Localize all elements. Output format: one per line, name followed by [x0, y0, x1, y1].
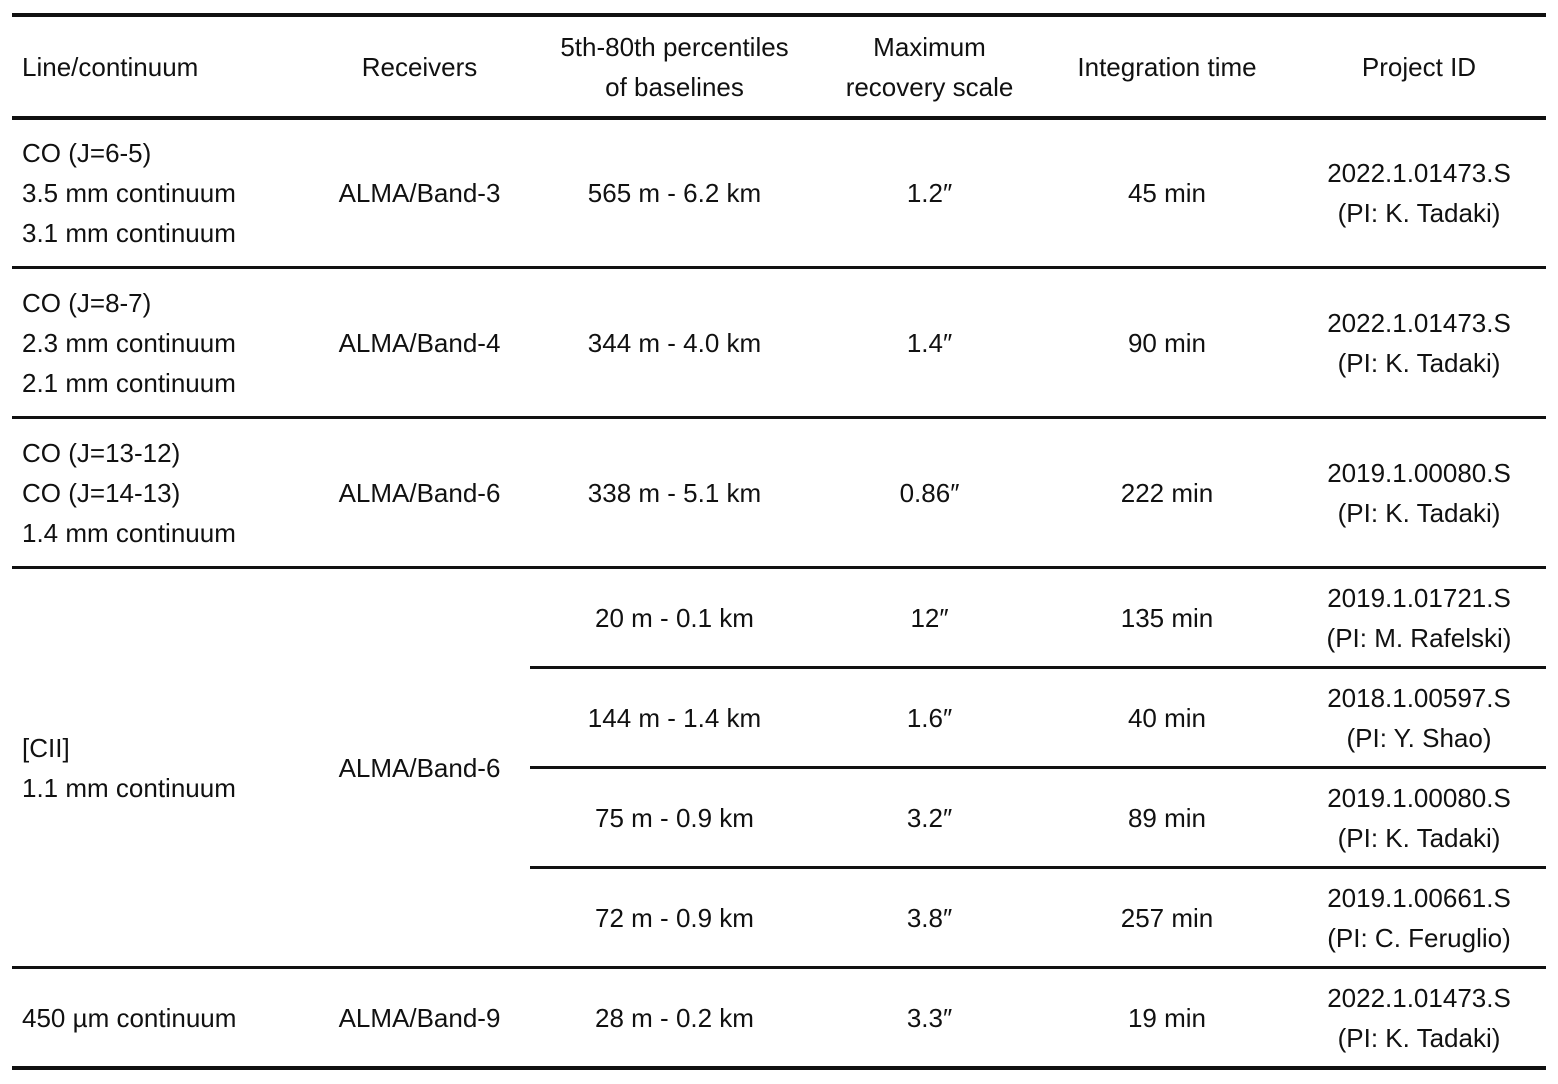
project-cell [1292, 569, 1546, 666]
time-value: 45 min [1127, 178, 1207, 208]
time-value: 257 min [1120, 902, 1214, 933]
baselines-value: 75 m - 0.9 km [595, 802, 754, 833]
project-id: 2019.1.00661.S [1327, 882, 1511, 913]
header-integration-time [1047, 17, 1287, 116]
baselines-cell [532, 869, 817, 966]
line-label: CO (J=8-7) [22, 287, 152, 318]
project-id: 2019.1.01721.S [1327, 582, 1511, 613]
receiver-cell [312, 120, 527, 266]
mrs-value: 3.8″ [906, 902, 953, 933]
baselines-value: 144 m - 1.4 km [587, 702, 762, 733]
project-cell [1292, 769, 1546, 866]
baselines-value: 338 m - 5.1 km [587, 477, 762, 508]
time-cell [1047, 569, 1287, 666]
project-id: 2019.1.00080.S [1327, 457, 1511, 488]
project-pi: (PI: K. Tadaki) [1337, 198, 1501, 228]
project-pi: (PI: C. Feruglio) [1327, 922, 1511, 953]
header-text: Project ID [1361, 51, 1477, 82]
project-id: 2022.1.01473.S [1327, 158, 1511, 188]
time-cell [1047, 669, 1287, 766]
receiver-cell [312, 419, 527, 566]
project-id: 2018.1.00597.S [1327, 682, 1511, 713]
project-id: 2022.1.01473.S [1327, 982, 1511, 1013]
line-label: 2.3 mm continuum [22, 327, 236, 358]
baselines-cell [532, 969, 817, 1066]
project-pi: (PI: K. Tadaki) [1337, 822, 1501, 853]
receiver-cell [312, 569, 527, 966]
line-label: 2.1 mm continuum [22, 367, 236, 398]
line-label: 1.1 mm continuum [22, 772, 236, 803]
receiver-label: ALMA/Band-3 [338, 178, 501, 208]
project-cell [1292, 969, 1546, 1066]
header-project-id [1292, 17, 1546, 116]
time-value: 222 min [1120, 477, 1214, 508]
time-cell [1047, 769, 1287, 866]
header-text: Line/continuum [22, 51, 199, 82]
header-text: Receivers [361, 51, 478, 82]
mrs-value: 0.86″ [899, 477, 960, 508]
mrs-value: 1.2″ [906, 178, 953, 208]
bottom-rule [12, 1066, 1546, 1070]
time-value: 89 min [1127, 802, 1207, 833]
baselines-cell [532, 419, 817, 566]
header-text: of baselines [605, 71, 744, 102]
mrs-cell [817, 569, 1042, 666]
line-label: CO (J=14-13) [22, 477, 181, 508]
mrs-value: 3.3″ [906, 1002, 953, 1033]
time-cell [1047, 969, 1287, 1066]
baselines-value: 20 m - 0.1 km [595, 602, 754, 633]
line-label: 3.5 mm continuum [22, 178, 236, 208]
project-cell [1292, 120, 1546, 266]
mrs-cell [817, 419, 1042, 566]
baselines-cell [532, 569, 817, 666]
observations-table [12, 0, 1546, 1084]
line-continuum-cell [22, 269, 312, 416]
project-cell [1292, 869, 1546, 966]
line-label: 450 µm continuum [22, 1002, 237, 1033]
project-pi: (PI: Y. Shao) [1346, 722, 1492, 753]
project-pi: (PI: K. Tadaki) [1337, 347, 1501, 378]
mrs-cell [817, 769, 1042, 866]
header-baselines [532, 17, 817, 116]
header-text: Maximum [873, 31, 986, 62]
mrs-cell [817, 869, 1042, 966]
baselines-value: 72 m - 0.9 km [595, 902, 754, 933]
mrs-cell [817, 969, 1042, 1066]
baselines-value: 344 m - 4.0 km [587, 327, 762, 358]
mrs-value: 1.4″ [906, 327, 953, 358]
receiver-label: ALMA/Band-6 [338, 752, 501, 783]
line-continuum-cell [22, 120, 312, 266]
project-cell [1292, 419, 1546, 566]
header-text: recovery scale [845, 71, 1014, 102]
receiver-label: ALMA/Band-6 [338, 477, 501, 508]
mrs-value: 1.6″ [906, 702, 953, 733]
project-pi: (PI: K. Tadaki) [1337, 497, 1501, 528]
time-value: 90 min [1127, 327, 1207, 358]
project-cell [1292, 669, 1546, 766]
line-label: CO (J=13-12) [22, 437, 181, 468]
time-value: 19 min [1127, 1002, 1207, 1033]
receiver-cell [312, 269, 527, 416]
line-continuum-cell [22, 419, 312, 566]
project-id: 2019.1.00080.S [1327, 782, 1511, 813]
project-pi: (PI: K. Tadaki) [1337, 1022, 1501, 1053]
time-value: 40 min [1127, 702, 1207, 733]
header-receivers [312, 17, 527, 116]
project-pi: (PI: M. Rafelski) [1326, 622, 1512, 653]
line-label: 3.1 mm continuum [22, 218, 236, 248]
time-cell [1047, 120, 1287, 266]
line-continuum-cell [22, 569, 312, 966]
baselines-cell [532, 669, 817, 766]
mrs-value: 12″ [910, 602, 949, 633]
receiver-label: ALMA/Band-9 [338, 1002, 501, 1033]
line-label: [CII] [22, 732, 70, 763]
project-cell [1292, 269, 1546, 416]
line-label: 1.4 mm continuum [22, 517, 236, 548]
time-cell [1047, 269, 1287, 416]
baselines-value: 28 m - 0.2 km [595, 1002, 754, 1033]
baselines-cell [532, 769, 817, 866]
baselines-value: 565 m - 6.2 km [587, 178, 762, 208]
time-cell [1047, 419, 1287, 566]
header-max-recovery-scale [817, 17, 1042, 116]
mrs-cell [817, 120, 1042, 266]
header-line-continuum [22, 17, 312, 116]
baselines-cell [532, 120, 817, 266]
mrs-cell [817, 269, 1042, 416]
header-text: 5th-80th percentiles [560, 31, 789, 62]
mrs-value: 3.2″ [906, 802, 953, 833]
line-label: CO (J=6-5) [22, 138, 152, 168]
project-id: 2022.1.01473.S [1327, 307, 1511, 338]
line-continuum-cell [22, 969, 312, 1066]
receiver-cell [312, 969, 527, 1066]
receiver-label: ALMA/Band-4 [338, 327, 501, 358]
time-value: 135 min [1120, 602, 1214, 633]
header-text: Integration time [1077, 51, 1257, 82]
mrs-cell [817, 669, 1042, 766]
time-cell [1047, 869, 1287, 966]
baselines-cell [532, 269, 817, 416]
